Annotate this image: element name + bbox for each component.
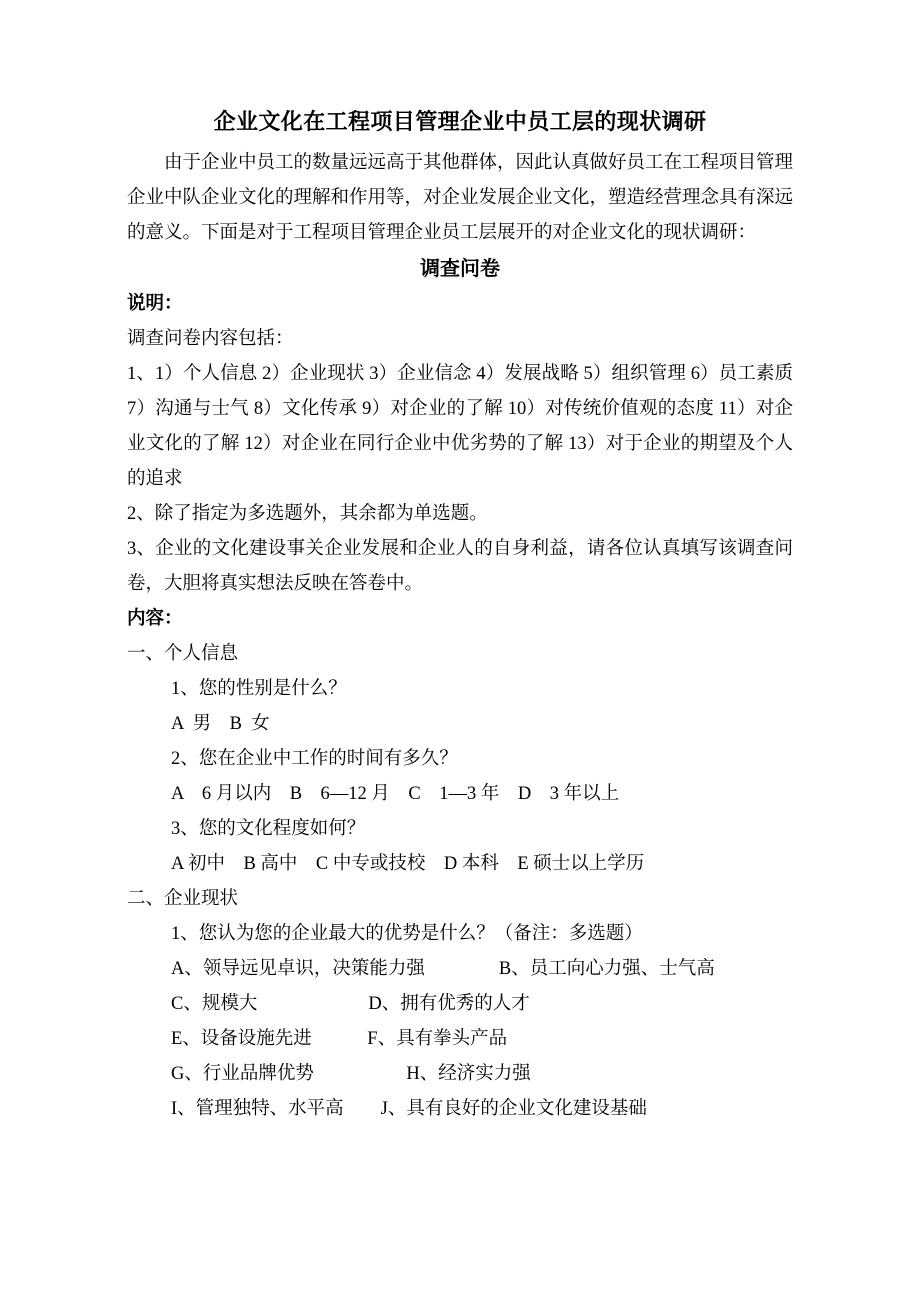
question-2-1-options-ef: E、设备设施先进 F、具有拳头产品 xyxy=(171,1029,508,1049)
question-2-1-options-ab: A、领导远见卓识，决策能力强 B、员工向心力强、士气高 xyxy=(171,959,715,979)
question-1-2-options: A 6 月以内 B 6—12 月 C 1—3 年 D 3 年以上 xyxy=(171,784,620,804)
question-2-1-options-ij: I、管理独特、水平高 J、具有良好的企业文化建设基础 xyxy=(171,1099,647,1119)
instructions-heading: 说明： xyxy=(127,294,183,314)
question-2-1: 1、您认为您的企业最大的优势是什么？（备注：多选题） xyxy=(171,924,643,944)
section-heading-company-status: 二、企业现状 xyxy=(127,889,239,909)
instruction-item-3: 3、企业的文化建设事关企业发展和企业人的自身利益，请各位认真填写该调查问卷，大胆将真实想法反映在答卷中。 xyxy=(127,539,793,594)
document-body xyxy=(127,104,793,1127)
question-1-3: 3、您的文化程度如何？ xyxy=(171,819,366,839)
question-2-1-options-cd: C、规模大 D、拥有优秀的人才 xyxy=(171,994,530,1014)
question-2-1-options-gh: G、行业品牌优势 H、经济实力强 xyxy=(171,1064,531,1084)
document-title: 企业文化在工程项目管理企业中员工层的现状调研 xyxy=(213,109,707,134)
instruction-item-1: 1、1）个人信息 2）企业现状 3）企业信念 4）发展战略 5）组织管理 6）员工素质 7）沟通与士气 8）文化传承 9）对企业的了解 10）对传统价值观的态度 11）对企业文化的了解 12）对企业在同行企业中优劣势的了解 13）对于企业的期望及个人的追求 xyxy=(127,364,793,489)
question-1-1: 1、您的性别是什么？ xyxy=(171,679,347,699)
intro-paragraph: 由于企业中员工的数量远远高于其他群体，因此认真做好员工在工程项目管理企业中队企业文化的理解和作用等，对企业发展企业文化，塑造经营理念具有深远的意义。下面是对于工程项目管理企业员工层展开的对企业文化的现状调研： xyxy=(127,153,794,243)
instructions-lead: 调查问卷内容包括： xyxy=(127,329,294,349)
question-1-1-options: A 男 B 女 xyxy=(171,714,270,734)
section-heading-personal-info: 一、个人信息 xyxy=(127,644,239,664)
content-heading: 内容： xyxy=(127,609,183,629)
question-1-3-options: A 初中 B 高中 C 中专或技校 D 本科 E 硕士以上学历 xyxy=(171,854,645,874)
instruction-item-2: 2、除了指定为多选题外，其余都为单选题。 xyxy=(127,504,488,524)
question-1-2: 2、您在企业中工作的时间有多久？ xyxy=(171,749,458,769)
questionnaire-subtitle: 调查问卷 xyxy=(420,258,500,280)
